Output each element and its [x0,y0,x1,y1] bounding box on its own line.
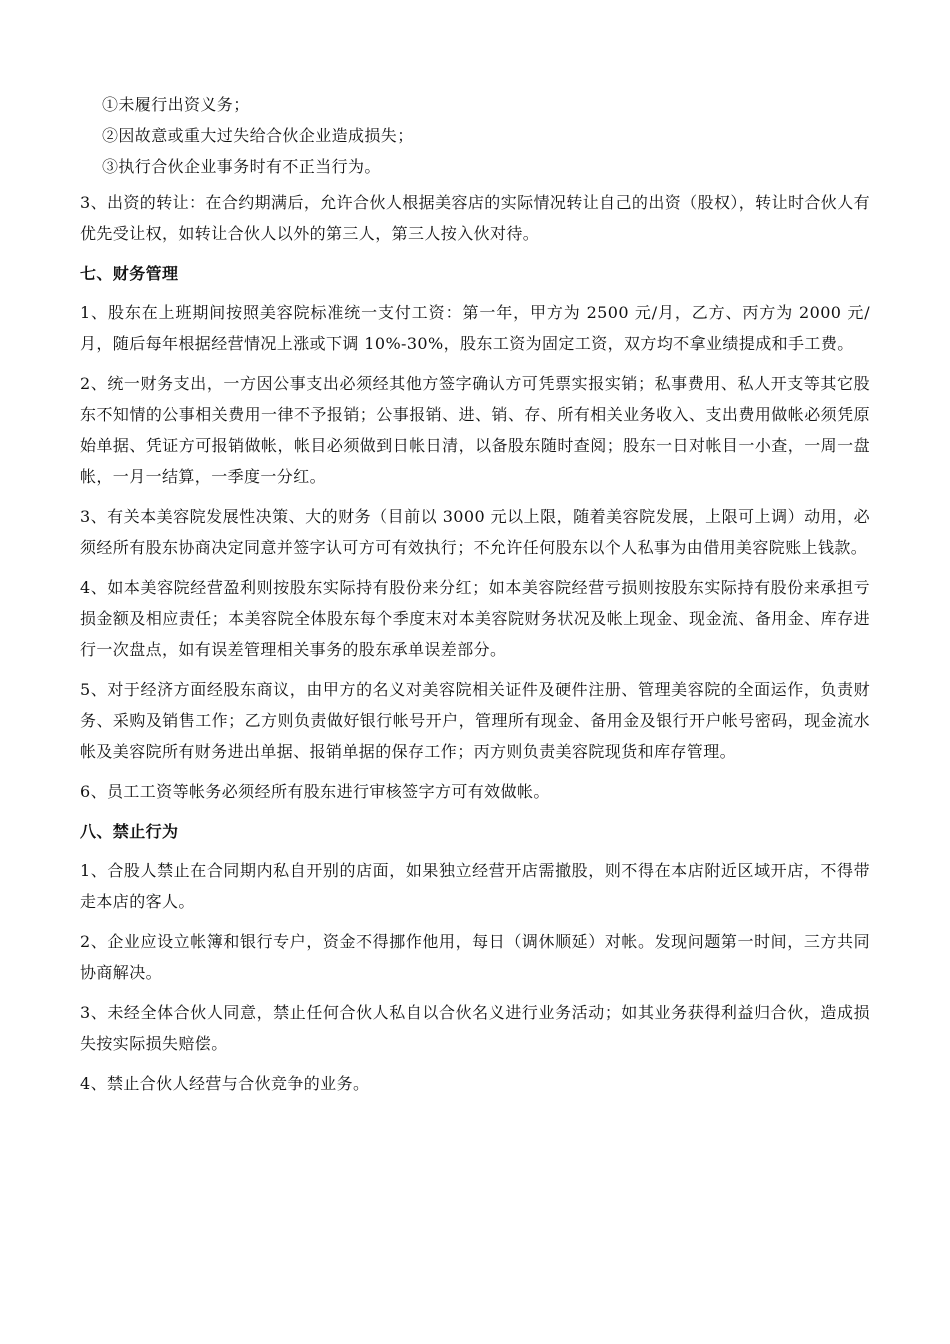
clause-item-3: ③执行合伙企业事务时有不正当行为。 [102,157,381,176]
clause-item-2: ②因故意或重大过失给合伙企业造成损失； [102,126,414,145]
paragraph-capital-transfer: 3、出资的转让：在合约期满后，允许合伙人根据美容店的实际情况转让自己的出资（股权），转让时合伙人有优先受让权，如转让合伙人以外的第三人，第三人按入伙对待。 [80,193,870,243]
paragraph-finance-2: 2、统一财务支出，一方因公事支出必须经其他方签字确认方可凭票实报实销；私事费用、私人开支等其它股东不知情的公事相关费用一律不予报销；公事报销、进、销、存、所有相关业务收入、支出费用做帐必须凭原始单据、凭证方可报销做帐，帐目必须做到日帐日清，以备股东随时查阅；股东一日对帐目一小查，一周一盘帐，一月一结算，一季度一分红。 [80,374,870,486]
clause-item-1: ①未履行出资义务； [102,95,250,114]
paragraph-prohibited-4: 4、禁止合伙人经营与合伙竞争的业务。 [80,1074,370,1093]
document-body [80,89,870,1099]
paragraph-prohibited-3: 3、未经全体合伙人同意，禁止任何合伙人私自以合伙名义进行业务活动；如其业务获得利益归合伙，造成损失按实际损失赔偿。 [80,1003,870,1053]
paragraph-finance-5: 5、对于经济方面经股东商议，由甲方的名义对美容院相关证件及硬件注册、管理美容院的全面运作，负责财务、采购及销售工作；乙方则负责做好银行帐号开户，管理所有现金、备用金及银行开户帐号密码，现金流水帐及美容院所有财务进出单据、报销单据的保存工作；丙方则负责美容院现货和库存管理。 [80,680,870,761]
paragraph-prohibited-2: 2、企业应设立帐簿和银行专户，资金不得挪作他用，每日（调休顺延）对帐。发现问题第一时间，三方共同协商解决。 [80,932,870,982]
section-heading-finance: 七、财务管理 [80,264,179,283]
section-heading-prohibited: 八、禁止行为 [80,822,179,841]
paragraph-finance-4: 4、如本美容院经营盈利则按股东实际持有股份来分红；如本美容院经营亏损则按股东实际持有股份来承担亏损金额及相应责任；本美容院全体股东每个季度末对本美容院财务状况及帐上现金、现金流、备用金、库存进行一次盘点，如有误差管理相关事务的股东承单误差部分。 [80,578,870,659]
paragraph-finance-3: 3、有关本美容院发展性决策、大的财务（目前以 3000 元以上限，随着美容院发展，上限可上调）动用，必须经所有股东协商决定同意并签字认可方可有效执行；不允许任何股东以个人私事为由借用美容院账上钱款。 [80,507,870,557]
paragraph-finance-1: 1、股东在上班期间按照美容院标准统一支付工资：第一年，甲方为 2500 元/月，乙方、丙方为 2000 元/月，随后每年根据经营情况上涨或下调 10%-30%，股东工资为固定工资，双方均不拿业绩提成和手工费。 [80,303,870,353]
paragraph-prohibited-1: 1、合股人禁止在合同期内私自开别的店面，如果独立经营开店需撤股，则不得在本店附近区域开店，不得带走本店的客人。 [80,861,870,911]
paragraph-finance-6: 6、员工工资等帐务必须经所有股东进行审核签字方可有效做帐。 [80,782,550,801]
